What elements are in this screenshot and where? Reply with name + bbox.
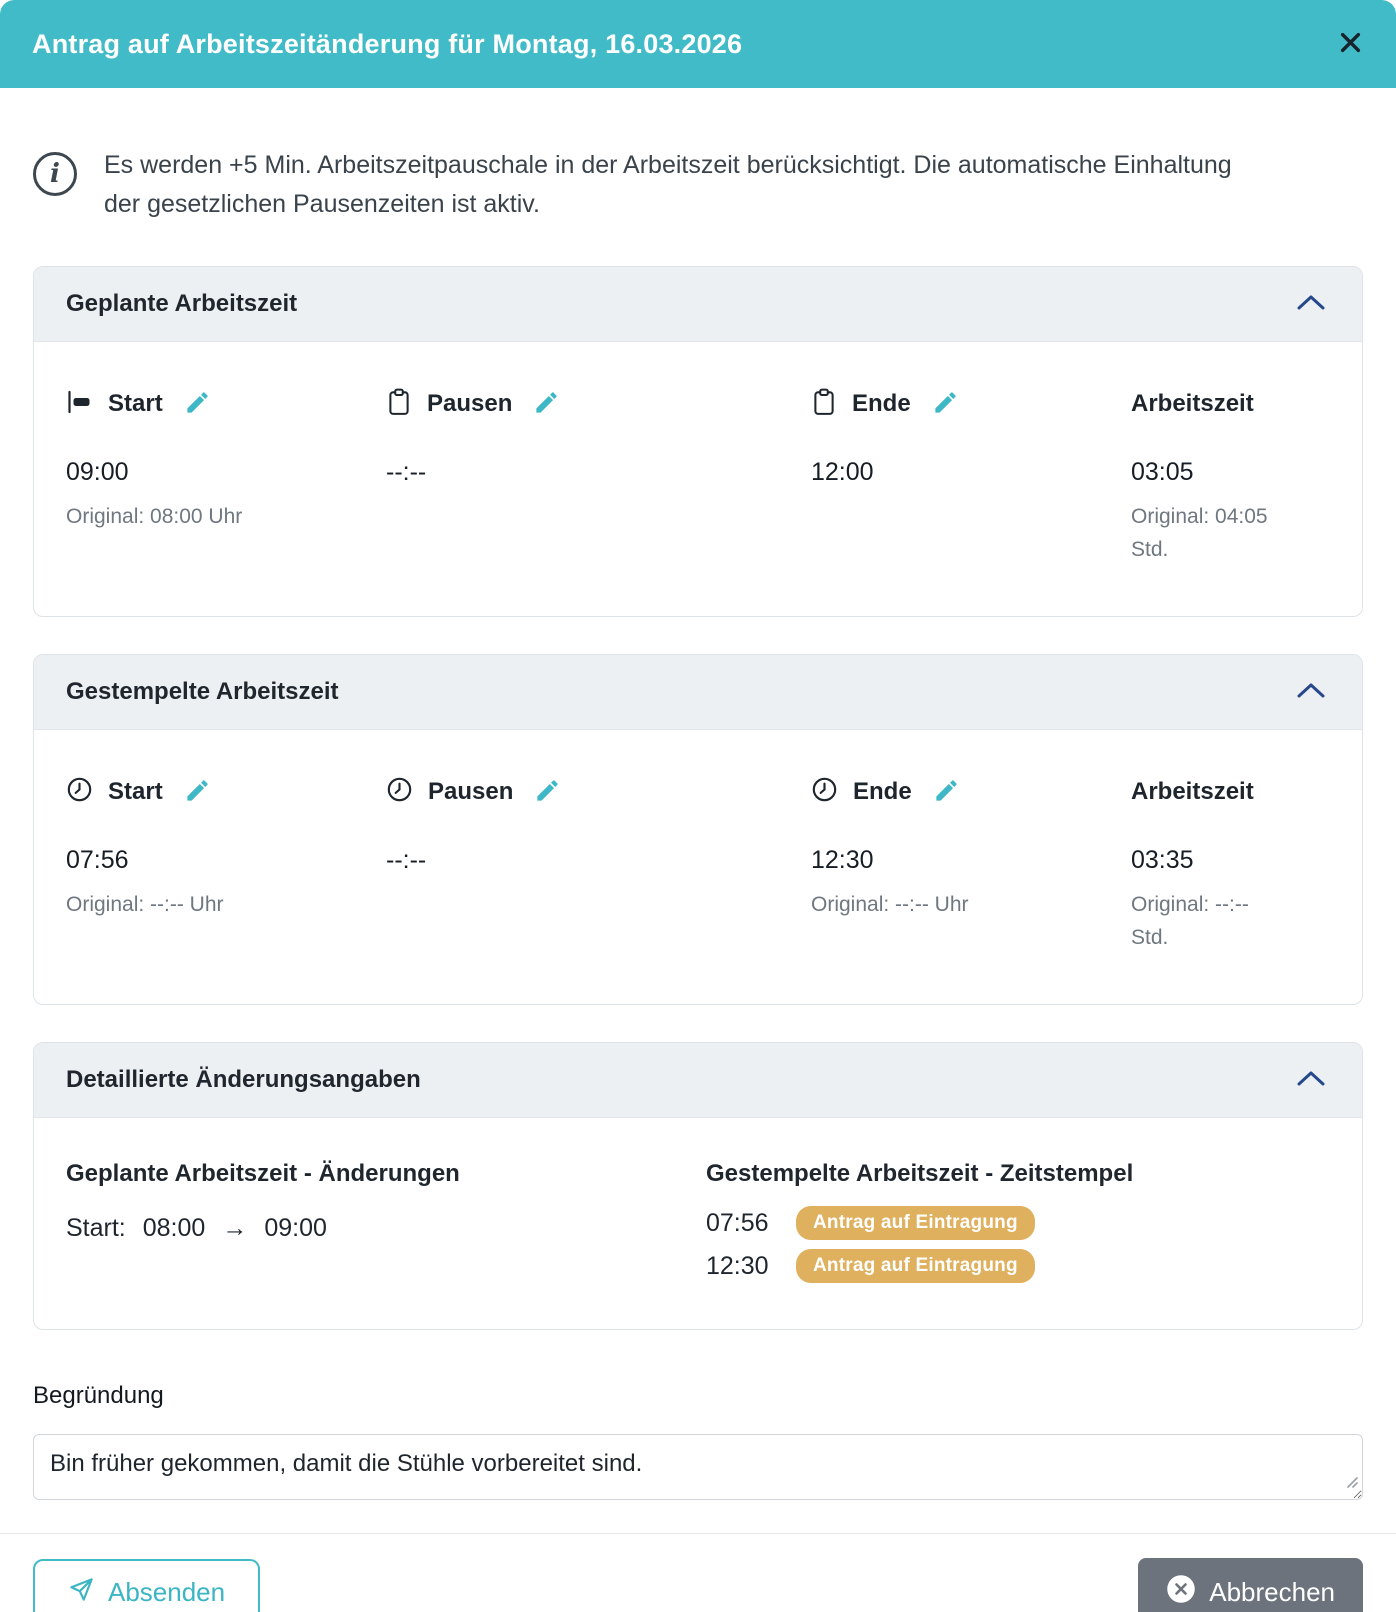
info-banner	[33, 146, 1363, 224]
chevron-up-icon	[1296, 294, 1326, 314]
planned-ende-label: Ende	[852, 390, 911, 417]
stamped-card-title: Gestempelte Arbeitszeit	[66, 678, 339, 705]
planned-ende-value: 12:00	[811, 458, 874, 486]
dialog-header	[0, 0, 1396, 88]
planned-pausen-value: --:--	[386, 458, 427, 486]
info-icon: i	[33, 152, 77, 196]
change-to-value: 09:00	[264, 1214, 327, 1242]
details-collapse-button[interactable]	[1292, 1066, 1330, 1094]
stamped-start-value: 07:56	[66, 846, 129, 874]
timestamp-row	[706, 1249, 1330, 1283]
status-badge: Antrag auf Eintragung	[796, 1249, 1035, 1283]
reason-label: Begründung	[33, 1382, 164, 1409]
status-badge: Antrag auf Eintragung	[796, 1206, 1035, 1240]
clipboard-icon	[386, 388, 412, 421]
details-card-header	[34, 1043, 1362, 1118]
stamped-start-label: Start	[108, 778, 163, 805]
planned-start-value: 09:00	[66, 458, 129, 486]
stamped-ende-column	[811, 776, 1131, 954]
planned-arbeitszeit-column	[1131, 388, 1330, 566]
stamped-arbeitszeit-label: Arbeitszeit	[1131, 778, 1254, 805]
planned-start-edit-button[interactable]	[184, 389, 211, 419]
start-change-row	[66, 1214, 706, 1243]
close-icon	[1337, 29, 1364, 59]
pencil-icon	[184, 389, 211, 419]
stamped-worktime-card	[33, 654, 1363, 1005]
timestamp-value: 07:56	[706, 1208, 769, 1237]
planned-worktime-card	[33, 266, 1363, 617]
planned-card-body	[34, 342, 1362, 616]
chevron-up-icon	[1296, 1070, 1326, 1090]
change-from-value: 08:00	[142, 1214, 206, 1242]
stamped-start-original: Original: --:-- Uhr	[66, 893, 224, 916]
stamped-ende-edit-button[interactable]	[933, 777, 960, 807]
details-card-title: Detaillierte Änderungsangaben	[66, 1066, 421, 1093]
clock-icon	[386, 776, 413, 808]
planned-arbeitszeit-original: Original: 04:05 Std.	[1131, 505, 1268, 561]
change-field-label: Start:	[66, 1214, 126, 1242]
planned-pausen-column	[386, 388, 811, 566]
reason-textarea[interactable]	[33, 1434, 1363, 1500]
chevron-up-icon	[1296, 682, 1326, 702]
timestamps-heading: Gestempelte Arbeitszeit - Zeitstempel	[706, 1160, 1134, 1187]
planned-arbeitszeit-value: 03:05	[1131, 458, 1194, 486]
stamped-arbeitszeit-value: 03:35	[1131, 846, 1194, 874]
x-circle-icon	[1166, 1574, 1196, 1611]
stamped-ende-value: 12:30	[811, 846, 874, 874]
info-text: Es werden +5 Min. Arbeitszeitpauschale in der Arbeitszeit berücksichtigt. Die automatische Einhaltung der gesetzlichen Pausenzeiten ist aktiv.	[104, 151, 1232, 218]
cancel-button[interactable]	[1138, 1558, 1363, 1612]
stamped-arbeitszeit-original: Original: --:-- Std.	[1131, 893, 1249, 949]
dialog-body	[0, 88, 1396, 1500]
planned-card-title: Geplante Arbeitszeit	[66, 290, 298, 317]
stamped-ende-original: Original: --:-- Uhr	[811, 893, 969, 916]
planned-pausen-edit-button[interactable]	[533, 389, 560, 419]
stamped-card-body	[34, 730, 1362, 1004]
dialog-title: Antrag auf Arbeitszeitänderung für Montag, 16.03.2026	[32, 28, 743, 59]
change-details-card	[33, 1042, 1363, 1330]
stamped-pausen-label: Pausen	[428, 778, 514, 805]
stamped-start-column	[66, 776, 386, 954]
stamped-ende-label: Ende	[853, 778, 912, 805]
details-card-body	[34, 1118, 1362, 1329]
pencil-icon	[534, 777, 561, 807]
stamped-start-edit-button[interactable]	[184, 777, 211, 807]
stamped-arbeitszeit-column	[1131, 776, 1330, 954]
send-icon	[68, 1576, 95, 1610]
pencil-icon	[184, 777, 211, 807]
planned-ende-edit-button[interactable]	[932, 389, 959, 419]
planned-start-original: Original: 08:00 Uhr	[66, 505, 243, 528]
submit-button[interactable]	[33, 1559, 260, 1612]
close-button[interactable]	[1337, 29, 1364, 59]
planned-pausen-label: Pausen	[427, 390, 513, 417]
stamped-pausen-value: --:--	[386, 846, 427, 874]
clipboard-icon	[811, 388, 837, 421]
planned-changes-heading: Geplante Arbeitszeit - Änderungen	[66, 1160, 460, 1187]
dialog-footer	[0, 1533, 1396, 1612]
stamped-collapse-button[interactable]	[1292, 678, 1330, 706]
pencil-icon	[933, 777, 960, 807]
stamped-card-header	[34, 655, 1362, 730]
planned-arbeitszeit-label: Arbeitszeit	[1131, 390, 1254, 417]
timestamp-value: 12:30	[706, 1251, 769, 1280]
pencil-icon	[932, 389, 959, 419]
planned-card-header	[34, 267, 1362, 342]
planned-changes-section	[66, 1160, 706, 1283]
cancel-button-label: Abbrechen	[1209, 1577, 1335, 1607]
timestamps-section	[706, 1160, 1330, 1283]
clock-icon	[811, 776, 838, 808]
planned-collapse-button[interactable]	[1292, 290, 1330, 318]
timestamp-row	[706, 1206, 1330, 1240]
pencil-icon	[533, 389, 560, 419]
clock-icon	[66, 776, 93, 808]
submit-button-label: Absenden	[108, 1577, 226, 1607]
start-marker-icon	[66, 390, 93, 419]
planned-start-label: Start	[108, 390, 163, 417]
stamped-pausen-edit-button[interactable]	[534, 777, 561, 807]
planned-start-column	[66, 388, 386, 566]
arrow-right-icon: →	[222, 1214, 248, 1242]
stamped-pausen-column	[386, 776, 811, 954]
planned-ende-column	[811, 388, 1131, 566]
